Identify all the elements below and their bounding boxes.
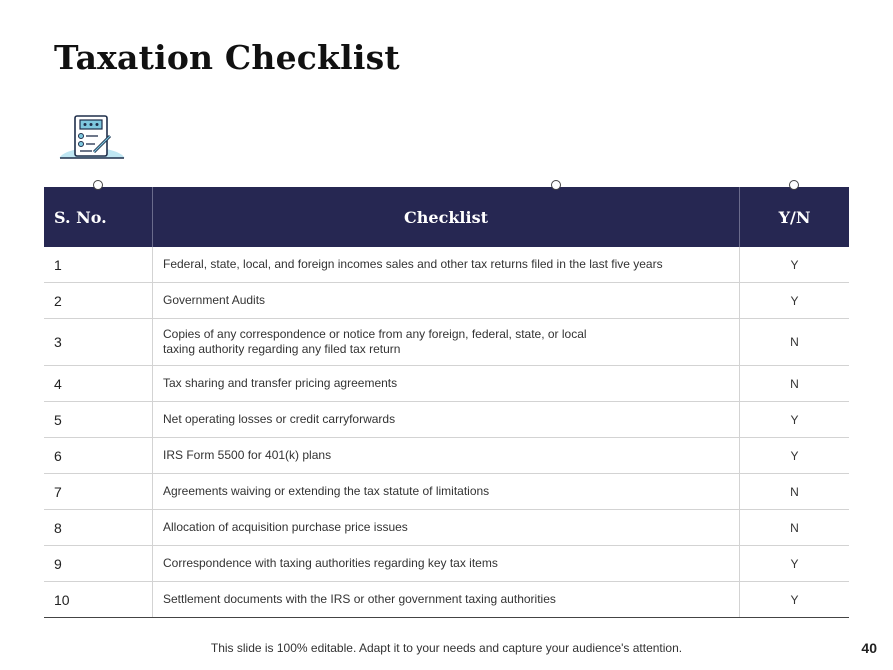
table-row — [44, 438, 849, 474]
page-title: Taxation Checklist — [54, 38, 400, 77]
footer-note: This slide is 100% editable. Adapt it to your needs and capture your audience's attention. — [210, 641, 683, 655]
row-number: 10 — [44, 582, 153, 617]
table-row — [44, 510, 849, 546]
row-number: 2 — [44, 283, 153, 318]
row-answer: N — [790, 376, 799, 391]
row-item: Net operating losses or credit carryforwards — [153, 402, 740, 437]
header-checklist-label: Checklist — [404, 207, 488, 227]
row-item: IRS Form 5500 for 401(k) plans — [153, 438, 740, 473]
row-item: Correspondence with taxing authorities regarding key tax items — [153, 546, 740, 581]
table-row — [44, 366, 849, 402]
table-header — [44, 187, 849, 247]
table-row — [44, 546, 849, 582]
row-item: Settlement documents with the IRS or other government taxing authorities — [153, 582, 740, 617]
row-answer: Y — [790, 293, 799, 308]
row-item: Allocation of acquisition purchase price issues — [153, 510, 740, 545]
table-row — [44, 474, 849, 510]
page-number: 40 — [861, 640, 877, 656]
row-item: Copies of any correspondence or notice from any foreign, federal, state, or local taxing authority regarding any filed tax return — [153, 319, 740, 365]
table-row — [44, 582, 849, 618]
row-number: 4 — [44, 366, 153, 401]
row-answer: N — [790, 520, 799, 535]
row-answer: N — [790, 335, 799, 349]
table-row — [44, 319, 849, 366]
header-dot — [93, 180, 103, 190]
row-item: Government Audits — [153, 283, 740, 318]
row-number: 7 — [44, 474, 153, 509]
header-yn — [740, 187, 849, 247]
checklist-document-icon — [58, 112, 126, 174]
row-number: 5 — [44, 402, 153, 437]
row-number: 1 — [44, 247, 153, 282]
row-answer: N — [790, 484, 799, 499]
table-row — [44, 402, 849, 438]
row-answer: Y — [790, 257, 799, 272]
table-row — [44, 247, 849, 283]
header-sn-label: S. No. — [54, 207, 107, 227]
row-item: Tax sharing and transfer pricing agreements — [153, 366, 740, 401]
row-item: Federal, state, local, and foreign incomes sales and other tax returns filed in the last five years — [153, 247, 740, 282]
row-answer: Y — [790, 412, 799, 427]
row-answer: Y — [790, 556, 799, 571]
header-dot — [551, 180, 561, 190]
row-item: Agreements waiving or extending the tax statute of limitations — [153, 474, 740, 509]
row-answer: Y — [790, 592, 799, 607]
row-answer: Y — [790, 448, 799, 463]
row-number: 9 — [44, 546, 153, 581]
row-number: 3 — [44, 319, 153, 365]
header-yn-label: Y/N — [778, 207, 811, 227]
row-number: 8 — [44, 510, 153, 545]
header-dot — [789, 180, 799, 190]
table-row — [44, 283, 849, 319]
checklist-table — [44, 187, 849, 618]
header-sn — [44, 187, 153, 247]
row-number: 6 — [44, 438, 153, 473]
header-checklist — [153, 187, 740, 247]
